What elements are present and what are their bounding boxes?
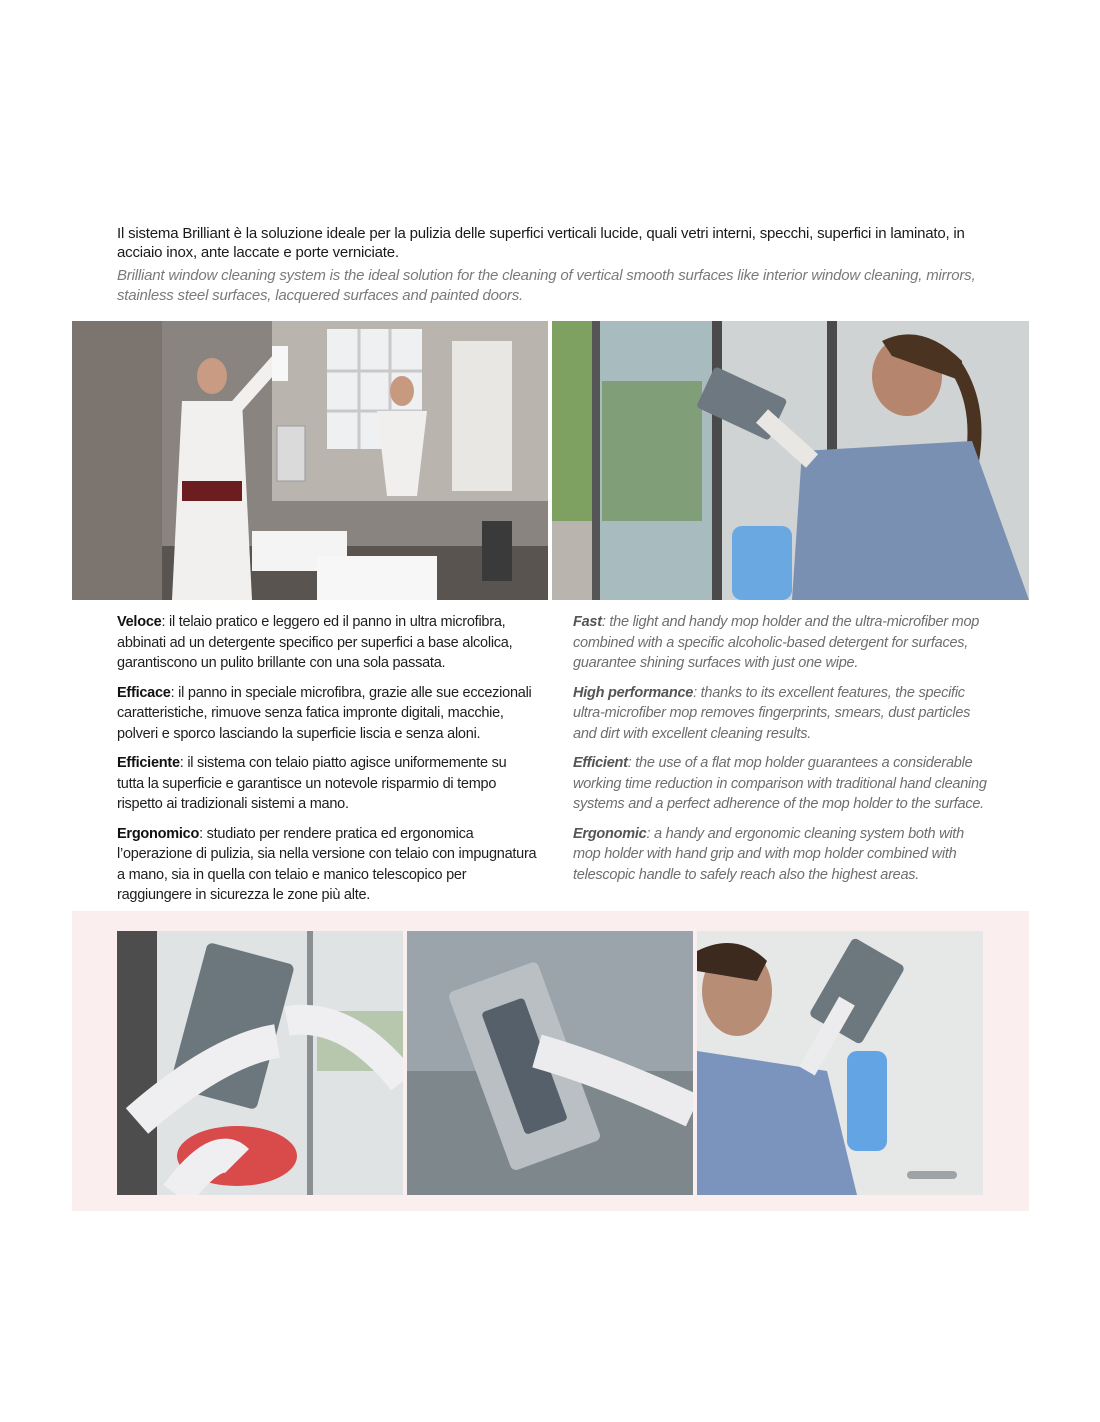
photo-mop-holder-closeup <box>407 931 693 1195</box>
photo-window-cleaning <box>552 321 1029 600</box>
feature-text: : thanks to its excellent features, the specific ultra-microfiber mop removes fingerprints, smears, dust particles and dirt with excellent cleaning results. <box>573 684 971 742</box>
intro-english: Brilliant window cleaning system is the ideal solution for the cleaning of vertical smooth surfaces like interior window cleaning, mirrors, stainless steel surfaces, lacquered surfaces and painted doors. <box>117 267 976 304</box>
intro-block <box>117 224 977 306</box>
features-english <box>573 612 993 894</box>
feature-term: Ergonomic <box>573 825 647 842</box>
feature-term: High performance <box>573 684 694 701</box>
features-italian <box>117 612 537 915</box>
feature-high-performance <box>573 683 993 745</box>
feature-term: Efficace <box>117 684 171 701</box>
feature-text: : the use of a flat mop holder guarantees a considerable working time reduction in comparison with traditional hand cleaning systems and a perfect adherence of the mop holder to the surface. <box>573 755 987 812</box>
feature-term: Fast <box>573 614 602 630</box>
feature-text: : il telaio pratico e leggero ed il panno in ultra microfibra, abbinati ad un detergente specifico per superfici a base alcolica, garantiscono un pulito brillante con una sola passata. <box>117 614 513 671</box>
feature-efficace <box>117 683 537 745</box>
feature-term: Veloce <box>117 614 162 630</box>
feature-efficiente <box>117 753 537 815</box>
feature-ergonomico <box>117 824 537 906</box>
photo-glass-door-cleaning <box>117 931 403 1195</box>
photo-wall-cleaning <box>697 931 983 1195</box>
feature-text: : il sistema con telaio piatto agisce uniformemente su tutta la superficie e garantisce un notevole risparmio di tempo rispetto ai tradizionali sistemi a mano. <box>117 755 507 812</box>
feature-efficient <box>573 753 993 815</box>
intro-italian: Il sistema Brilliant è la soluzione ideale per la pulizia delle superfici verticali lucide, quali vetri interni, specchi, superfici in laminato, in acciaio inox, ante laccate e porte verniciate. <box>117 225 965 261</box>
feature-ergonomic <box>573 824 993 886</box>
feature-fast <box>573 612 993 674</box>
feature-veloce <box>117 612 537 674</box>
feature-term: Efficiente <box>117 755 180 771</box>
feature-term: Ergonomico <box>117 825 200 842</box>
photo-bathroom-mirror-cleaning <box>72 321 548 600</box>
feature-text: : il panno in speciale microfibra, grazie alle sue eccezionali caratteristiche, rimuove senza fatica impronte digitali, macchie, polveri e sporco lasciando la superficie liscia e senza aloni. <box>117 684 532 742</box>
feature-text: : the light and handy mop holder and the ultra-microfiber mop combined with a specific alcoholic-based detergent for surfaces, guarantee shining surfaces with just one wipe. <box>573 614 980 671</box>
feature-text: : studiato per rendere pratica ed ergonomica l’operazione di pulizia, sia nella versione con telaio con impugnatura a mano, sia in quella con telaio e manico telescopico per raggiungere in sicurezza le zone più alte. <box>117 825 537 903</box>
feature-text: : a handy and ergonomic cleaning system both with mop holder with hand grip and with mop holder combined with telescopic handle to safely reach also the highest areas. <box>573 825 964 883</box>
feature-term: Efficient <box>573 755 628 771</box>
